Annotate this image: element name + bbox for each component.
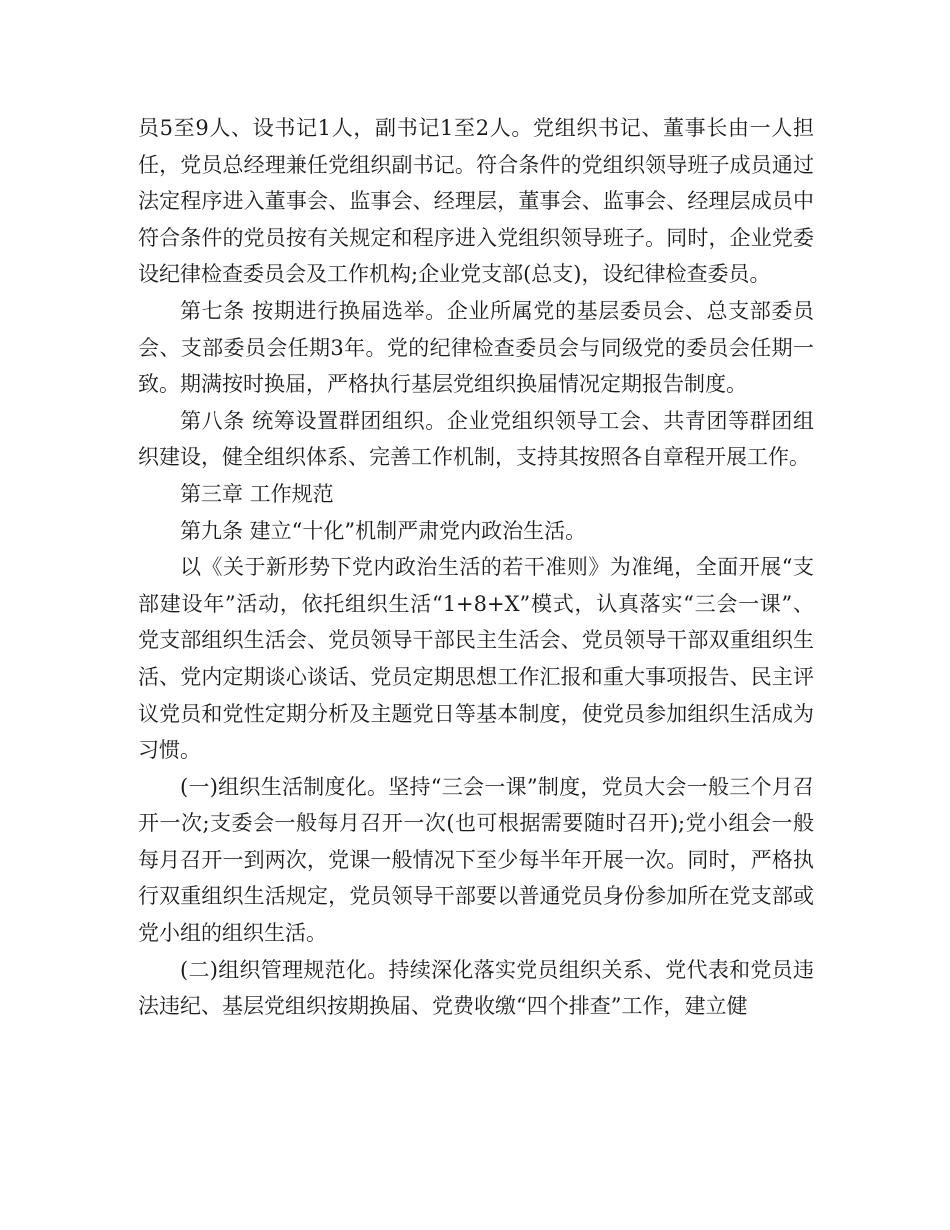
chapter-3-heading: 第三章 工作规范 <box>180 481 334 506</box>
paragraph-party-committee-composition: 员5至9人、设书记1人，副书记1至2人。党组织书记、董事长由一人担任，党员总经理兼任党组织副书记。符合条件的党组织领导班子成员通过法定程序进入董事会、监事会、经理层，董事会、监事会、经理层成员中符合条件的党员按有关规定和程序进入党组织领导班子。同时，企业党委设纪律检查委员会及工作机构;企业党支部(总支)，设纪律检查委员。 <box>138 116 814 287</box>
paragraph-item-1: (一)组织生活制度化。坚持“三会一课”制度，党员大会一般三个月召开一次;支委会一般每月召开一次(也可根据需要随时召开);党小组会一般每月召开一到两次，党课一般情况下至少每半年开展一次。同时，严格执行双重组织生活规定，党员领导干部要以普通党员身份参加所在党支部或党小组的组织生活。 <box>138 774 814 946</box>
paragraph-article-9-heading: 第九条 建立“十化”机制严肃党内政治生活。 <box>180 518 587 543</box>
paragraph-item-2: (二)组织管理规范化。持续深化落实党员组织关系、党代表和党员违法违纪、基层党组织按期换届、党费收缴“四个排查”工作，建立健 <box>138 957 814 1019</box>
document-body <box>138 110 814 1025</box>
paragraph-article-8: 第八条 统筹设置群团组织。企业党组织领导工会、共青团等群团组织建设，健全组织体系、完善工作机制，支持其按照各自章程开展工作。 <box>138 408 814 470</box>
paragraph-article-9-body: 以《关于新形势下党内政治生活的若干准则》为准绳，全面开展“支部建设年”活动，依托组织生活“1+8+X”模式，认真落实“三会一课”、党支部组织生活会、党员领导干部民主生活会、党员领导干部双重组织生活、党内定期谈心谈话、党员定期思想工作汇报和重大事项报告、民主评议党员和党性定期分析及主题党日等基本制度，使党员参加组织生活成为习惯。 <box>138 555 814 763</box>
paragraph-article-7: 第七条 按期进行换届选举。企业所属党的基层委员会、总支部委员会、支部委员会任期3年。党的纪律检查委员会与同级党的委员会任期一致。期满按时换届，严格执行基层党组织换届情况定期报告制度。 <box>138 298 814 397</box>
